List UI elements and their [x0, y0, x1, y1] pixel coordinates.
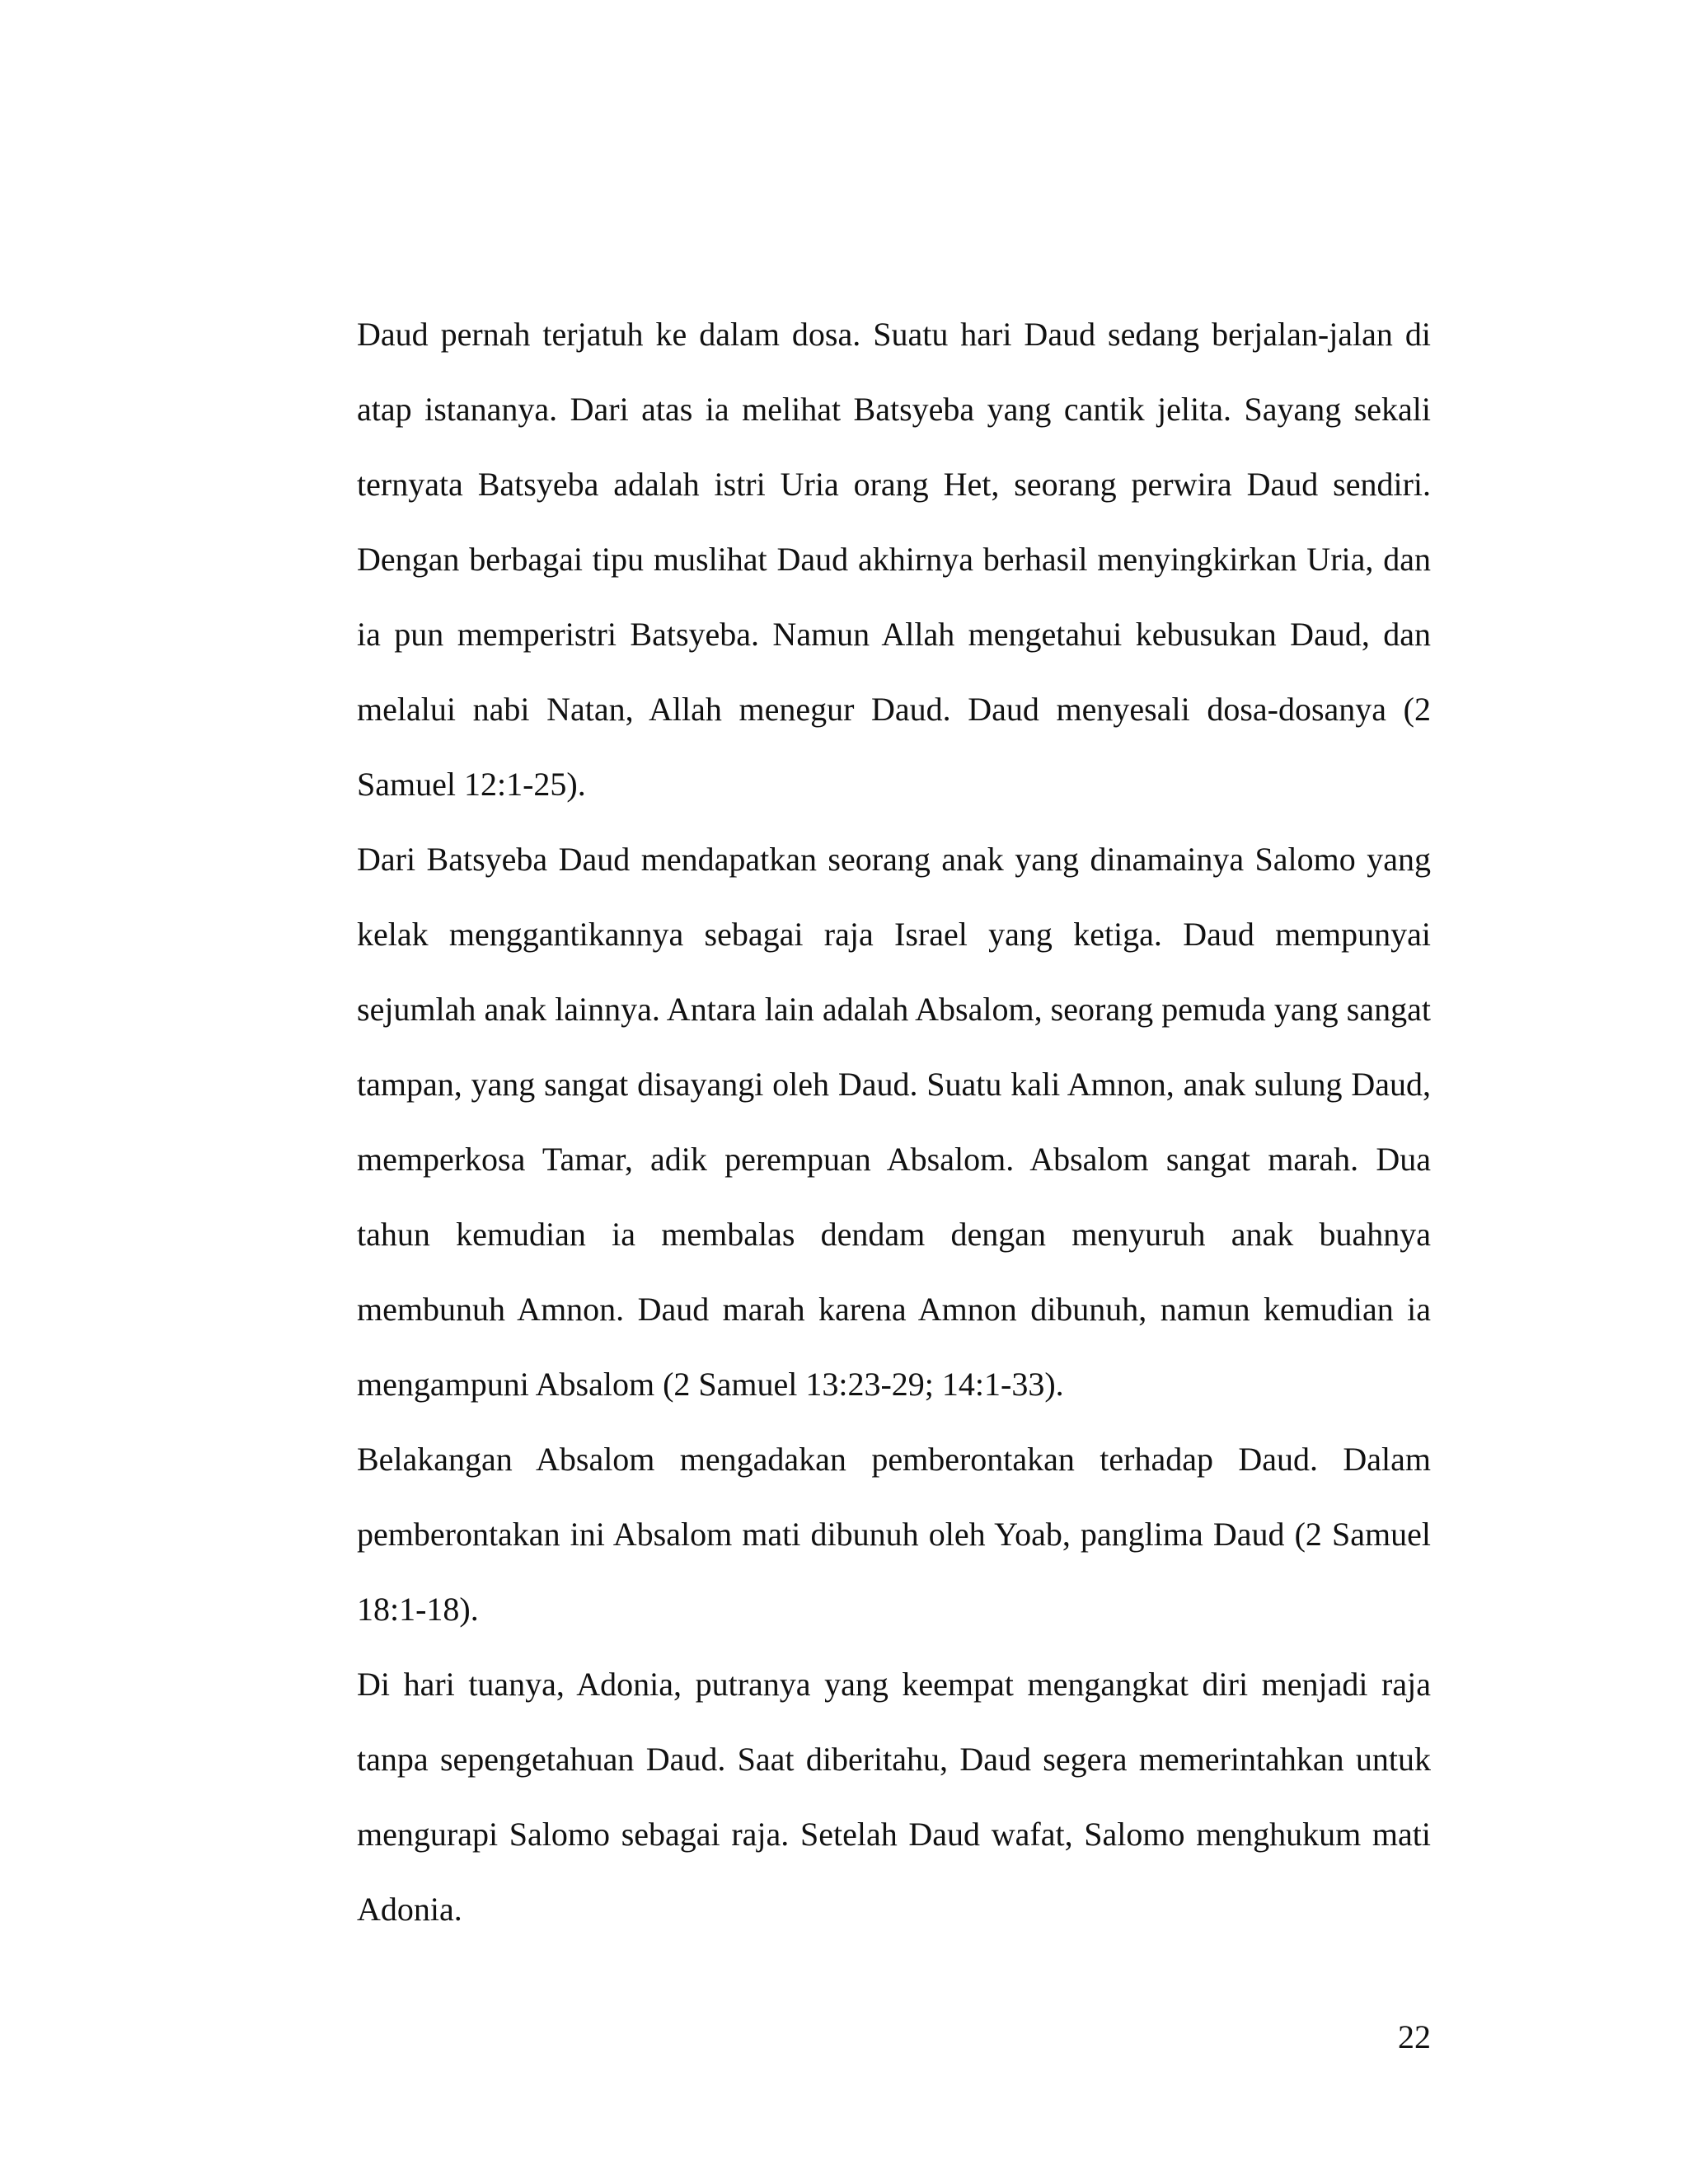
paragraph-salomo-absalom: Dari Batsyeba Daud mendapatkan seorang anak yang dinamainya Salomo yang kelak menggantikannya sebagai raja Israel yang ketiga. Daud mempunyai sejumlah anak lainnya. Antara lain adalah Absalom, seorang pemuda yang sangat tampan, yang sangat disayangi oleh Daud. Suatu kali Amnon, anak sulung Daud, memperkosa Tamar, adik perempuan Absalom. Absalom sangat marah. Dua tahun kemudian ia membalas dendam dengan menyuruh anak buahnya membunuh Amnon. Daud marah karena Amnon dibunuh, namun kemudian ia mengampuni Absalom (2 Samuel 13:23-29; 14:1-33). [357, 841, 1431, 1403]
body-text [357, 297, 1431, 1947]
page-number: 22 [1398, 2018, 1431, 2055]
paragraph-absalom-rebellion: Belakangan Absalom mengadakan pemberontakan terhadap Daud. Dalam pemberontakan ini Absalom mati dibunuh oleh Yoab, panglima Daud (2 Samuel 18:1-18). [357, 1441, 1431, 1628]
paragraph-adonia: Di hari tuanya, Adonia, putranya yang keempat mengangkat diri menjadi raja tanpa sepengetahuan Daud. Saat diberitahu, Daud segera memerintahkan untuk mengurapi Salomo sebagai raja. Setelah Daud wafat, Salomo menghukum mati Adonia. [357, 1666, 1431, 1928]
paragraph-daud-sin: Daud pernah terjatuh ke dalam dosa. Suatu hari Daud sedang berjalan-jalan di atap istananya. Dari atas ia melihat Batsyeba yang cantik jelita. Sayang sekali ternyata Batsyeba adalah istri Uria orang Het, seorang perwira Daud sendiri. Dengan berbagai tipu muslihat Daud akhirnya berhasil menyingkirkan Uria, dan ia pun memperistri Batsyeba. Namun Allah mengetahui kebusukan Daud, dan melalui nabi Natan, Allah menegur Daud. Daud menyesali dosa-dosanya (2 Samuel 12:1-25). [357, 316, 1431, 803]
